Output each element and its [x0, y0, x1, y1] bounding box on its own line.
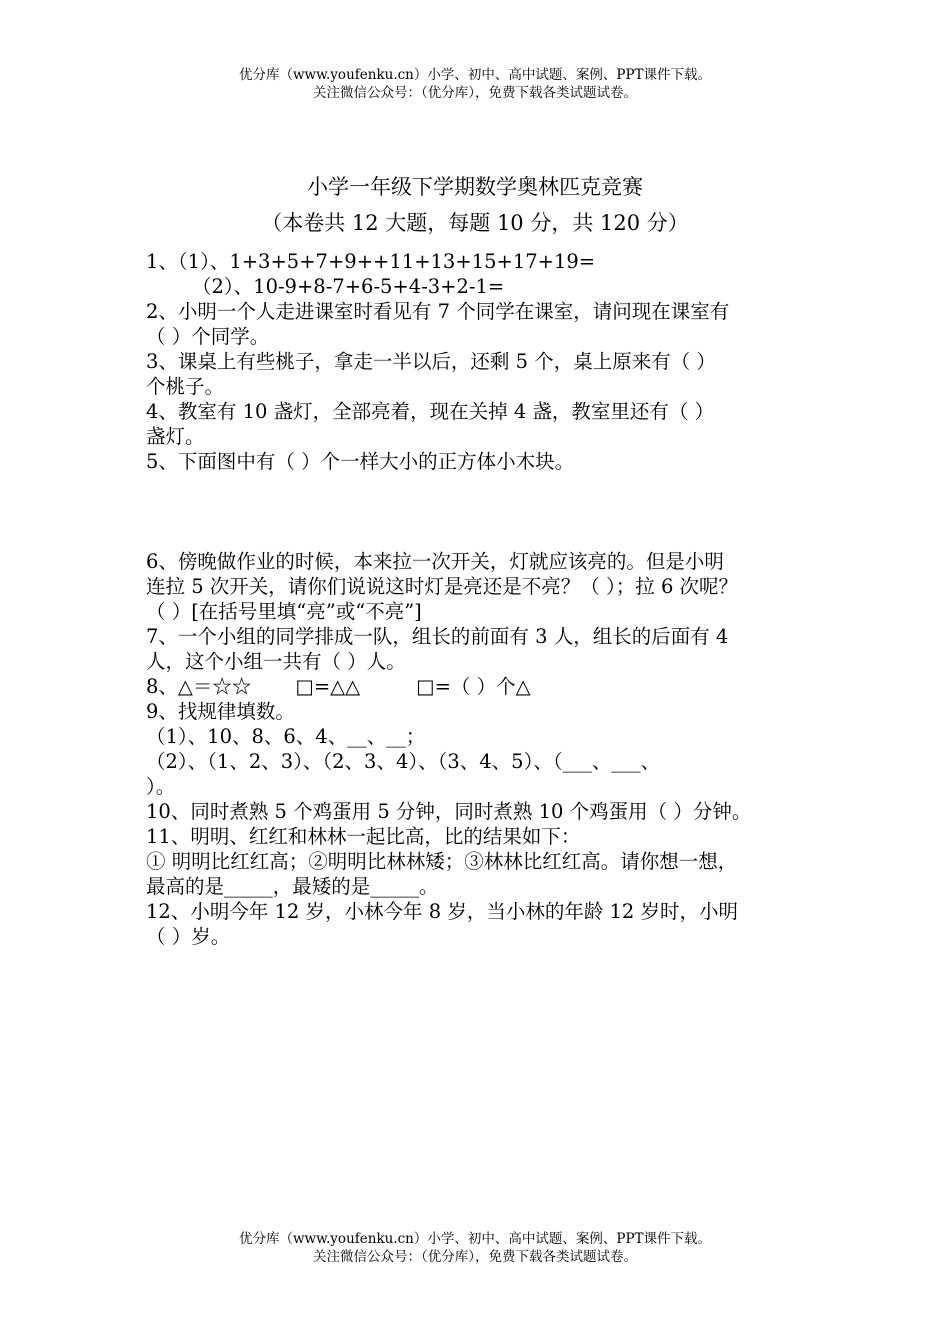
question-11-line-3: 最高的是_____，最矮的是_____。 [146, 875, 439, 898]
question-9-part-2-line-2: ）。 [146, 775, 176, 798]
footer-line-1: 优分库（www.youfenku.cn）小学、初中、高中试题、案例、PPT课件下载。 [238, 1231, 712, 1247]
question-7-line-1: 7、一个小组的同学排成一队，组长的前面有 3 人，组长的后面有 4 [146, 625, 729, 648]
question-5: 5、下面图中有（ ）个一样大小的正方体小木块。 [146, 450, 575, 473]
question-9-part-2-line-1: （2）、（1、2、3）、（2、3、4）、（3、4、5）、（___、___、 [146, 750, 661, 773]
header-line-2: 关注微信公众号：（优分库），免费下载各类试题试卷。 [313, 85, 637, 101]
question-7-line-2: 人，这个小组一共有（ ）人。 [146, 650, 406, 673]
exam-subtitle: （本卷共 12 大题，每题 10 分，共 120 分） [261, 211, 689, 235]
question-3-line-1: 3、课桌上有些桃子，拿走一半以后，还剩 5 个，桌上原来有（ ） [146, 350, 716, 373]
question-4-line-2: 盏灯。 [146, 425, 205, 448]
question-4-line-1: 4、教室有 10 盏灯，全部亮着，现在关掉 4 盏，教室里还有（ ） [146, 400, 715, 423]
figure-space [146, 474, 836, 549]
question-12-line-1: 12、小明今年 12 岁，小林今年 8 岁，当小林的年龄 12 岁时，小明 [146, 900, 739, 923]
question-9-part-1: （1）、10、8、6、4、__、__； [146, 725, 426, 748]
question-8-part-1: 8、△＝☆☆ [146, 675, 252, 698]
question-8 [146, 674, 836, 699]
question-2-line-2: （ ）个同学。 [146, 325, 270, 348]
page-header [0, 66, 950, 102]
question-3-line-2: 个桃子。 [146, 375, 225, 398]
page-footer [0, 1230, 950, 1266]
question-2-line-1: 2、小明一个人走进课室时看见有 7 个同学在课室，请问现在课室有 [146, 300, 730, 323]
footer-line-2: 关注微信公众号：（优分库），免费下载各类试题试卷。 [313, 1249, 637, 1265]
question-9: 9、找规律填数。 [146, 700, 295, 723]
question-1-part-1: 1、（1）、1+3+5+7+9++11+13+15+17+19= [146, 250, 596, 273]
question-6-line-2: 连拉 5 次开关，请你们说说这时灯是亮还是不亮？（ ）；拉 6 次呢？ [146, 575, 739, 598]
question-11-line-2: ① 明明比红红高；②明明比林林矮；③林林比红红高。请你想一想， [146, 850, 738, 873]
question-1-part-2: （2）、10-9+8-7+6-5+4-3+2-1= [192, 275, 505, 298]
question-6-line-3: （ ）[在括号里填“亮”或“不亮”] [146, 600, 422, 623]
question-8-part-3: □=（ ）个△ [416, 675, 531, 698]
question-11-line-1: 11、明明、红红和林林一起比高，比的结果如下： [146, 825, 581, 848]
header-line-1: 优分库（www.youfenku.cn）小学、初中、高中试题、案例、PPT课件下载。 [238, 67, 712, 83]
question-6-line-1: 6、傍晚做作业的时候，本来拉一次开关，灯就应该亮的。但是小明 [146, 550, 724, 573]
question-12-line-2: （ ）岁。 [146, 925, 231, 948]
question-10: 10、同时煮熟 5 个鸡蛋用 5 分钟，同时煮熟 10 个鸡蛋用（ ）分钟。 [146, 800, 752, 823]
question-8-part-2: □=△△ [295, 675, 361, 698]
question-list [146, 249, 836, 949]
exam-title: 小学一年级下学期数学奥林匹克竞赛 [307, 175, 643, 199]
